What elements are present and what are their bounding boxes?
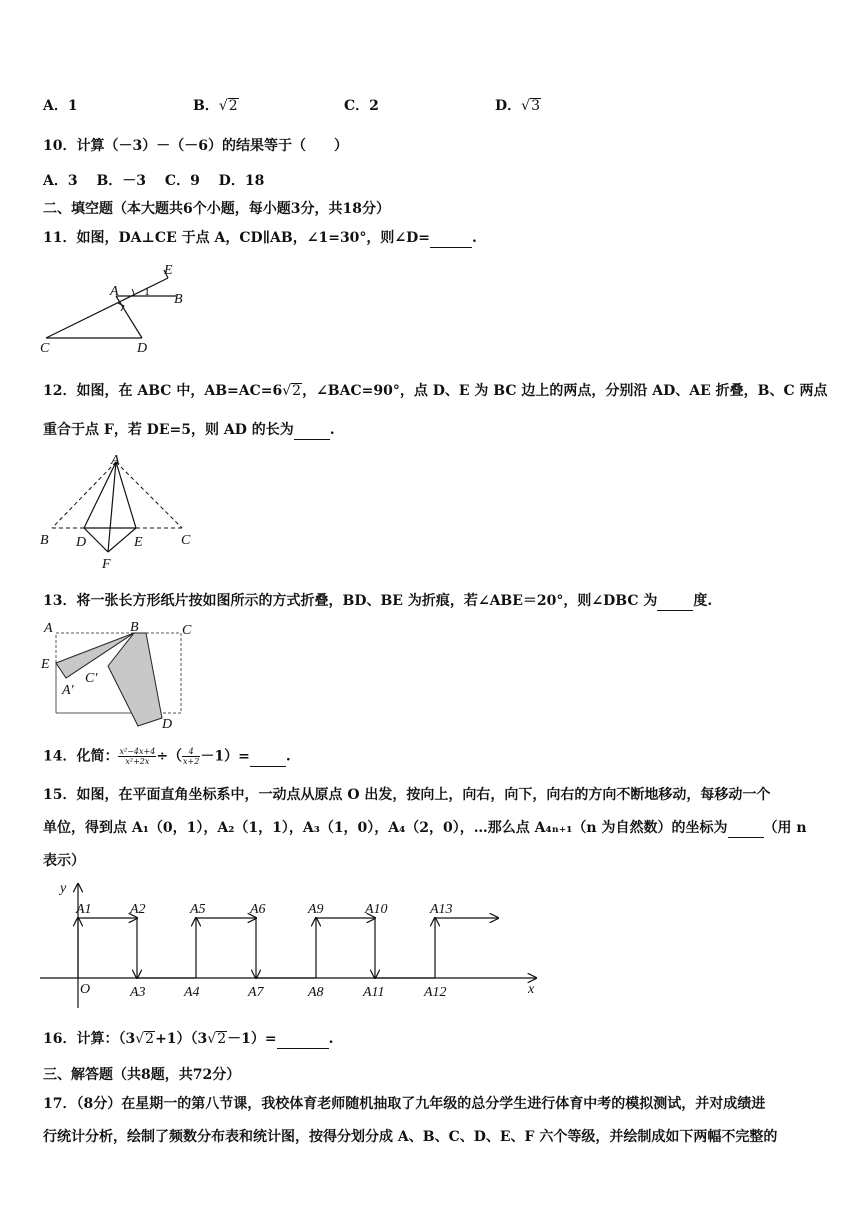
- q17-line2: 行统计分析，绘制了频数分布表和统计图，按得分划分成 A、B、C、D、E、F 六个等级，并绘制成如下两幅不完整的: [43, 1129, 778, 1145]
- fraction-2: $\frac{4}{x+2}$: [183, 747, 200, 766]
- label-a4: A4: [184, 985, 200, 1000]
- label-a2: A2: [130, 902, 146, 917]
- q14-stem: 14．化简： $\frac{\text{x²−4x+4}}{\text{x²+2x}}$ ÷（ $\frac{4}{x+2}$ －1）= .: [43, 747, 291, 766]
- q10-stem: 10．计算（－3）－（－6）的结果等于（ ）: [43, 138, 348, 154]
- q15-line2: 单位，得到点 A₁（0，1），A₂（1，1），A₃（1，0），A₄（2，0），…那么点 A₄ₙ₊₁（n 为自然数）的坐标为 （用 n: [43, 820, 807, 836]
- label-a: A: [111, 453, 120, 468]
- label-d: D: [162, 717, 173, 732]
- q10-options: A．3 B．－3 C．9 D．18: [43, 173, 265, 189]
- label-a1: A1: [76, 902, 92, 917]
- label-y-axis: y: [60, 881, 67, 896]
- option-c: C．2: [344, 98, 379, 114]
- answer-blank: [250, 748, 286, 767]
- q15-line1: 15．如图，在平面直角坐标系中，一动点从原点 O 出发，按向上，向右，向下，向右的方向不断地移动，每移动一个: [43, 787, 771, 803]
- label-c: C: [40, 341, 50, 356]
- label-b: B: [40, 533, 49, 548]
- q16-stem: 16．计算：（3√2+1）（3√2－1）= .: [43, 1031, 334, 1047]
- q11-figure: [38, 258, 198, 358]
- label-a6: A6: [250, 902, 266, 917]
- sqrt-radicand: 2: [228, 98, 238, 114]
- label-f: F: [102, 557, 111, 572]
- label-a9: A9: [308, 902, 324, 917]
- label-a: A: [110, 284, 119, 299]
- label-d: D: [76, 535, 87, 550]
- label-a7: A7: [248, 985, 264, 1000]
- q11-stem: 11．如图，DA⊥CE 于点 A，CD∥AB，∠1=30°，则∠D= .: [43, 230, 477, 246]
- fraction-1: $\frac{\text{x²−4x+4}}{\text{x²+2x}}$: [119, 747, 156, 766]
- option-b: B．√2: [193, 98, 238, 114]
- label-e: E: [134, 535, 143, 550]
- label-a10: A10: [365, 902, 388, 917]
- q12-figure: [38, 450, 198, 575]
- answer-blank: [294, 421, 330, 440]
- label-a13: A13: [430, 902, 453, 917]
- label-e: E: [164, 263, 173, 278]
- section-heading-fill-in: 二、填空题（本大题共6个小题，每小题3分，共18分）: [43, 201, 390, 217]
- answer-blank: [728, 819, 764, 838]
- section-heading-solutions: 三、解答题（共8题，共72分）: [43, 1067, 241, 1083]
- label-c-prime: C': [85, 671, 98, 686]
- label-a11: A11: [363, 985, 385, 1000]
- answer-blank: [277, 1030, 329, 1049]
- option-a: A．1: [43, 98, 78, 114]
- label-e: E: [41, 657, 50, 672]
- sqrt-radicand: 3: [531, 98, 540, 114]
- label-angle-1: 1: [144, 284, 150, 298]
- q13-stem: 13．将一张长方形纸片按如图所示的方式折叠，BD、BE 为折痕，若∠ABE＝20°，则∠DBC 为 度.: [43, 593, 713, 609]
- label-a3: A3: [130, 985, 146, 1000]
- label-a5: A5: [190, 902, 206, 917]
- q17-line1: 17．（8分）在星期一的第八节课，我校体育老师随机抽取了九年级的总分学生进行体育中考的模拟测试，并对成绩进: [43, 1096, 766, 1112]
- q12-line2: 重合于点 F，若 DE=5，则 AD 的长为 .: [43, 422, 335, 438]
- label-a8: A8: [308, 985, 324, 1000]
- label-b: B: [130, 620, 139, 635]
- label-a: A: [44, 621, 53, 636]
- answer-blank: [430, 229, 472, 248]
- label-x-axis: x: [528, 982, 535, 997]
- label-origin: O: [80, 982, 91, 997]
- q13-figure: [38, 618, 198, 733]
- answer-blank: [657, 592, 693, 611]
- label-c: C: [182, 623, 192, 638]
- q15-line3: 表示）: [43, 853, 85, 869]
- label-a-prime: A': [62, 683, 74, 698]
- q12-line1: 12．如图，在 ABC 中，AB=AC=6√2，∠BAC=90°，点 D、E 为 BC 边上的两点，分别沿 AD、AE 折叠，B、C 两点: [43, 383, 828, 399]
- label-c: C: [181, 533, 191, 548]
- label-d: D: [137, 341, 148, 356]
- label-b: B: [174, 292, 183, 307]
- q15-figure: [38, 880, 548, 1010]
- label-a12: A12: [424, 985, 447, 1000]
- option-d: D．√3: [495, 98, 540, 114]
